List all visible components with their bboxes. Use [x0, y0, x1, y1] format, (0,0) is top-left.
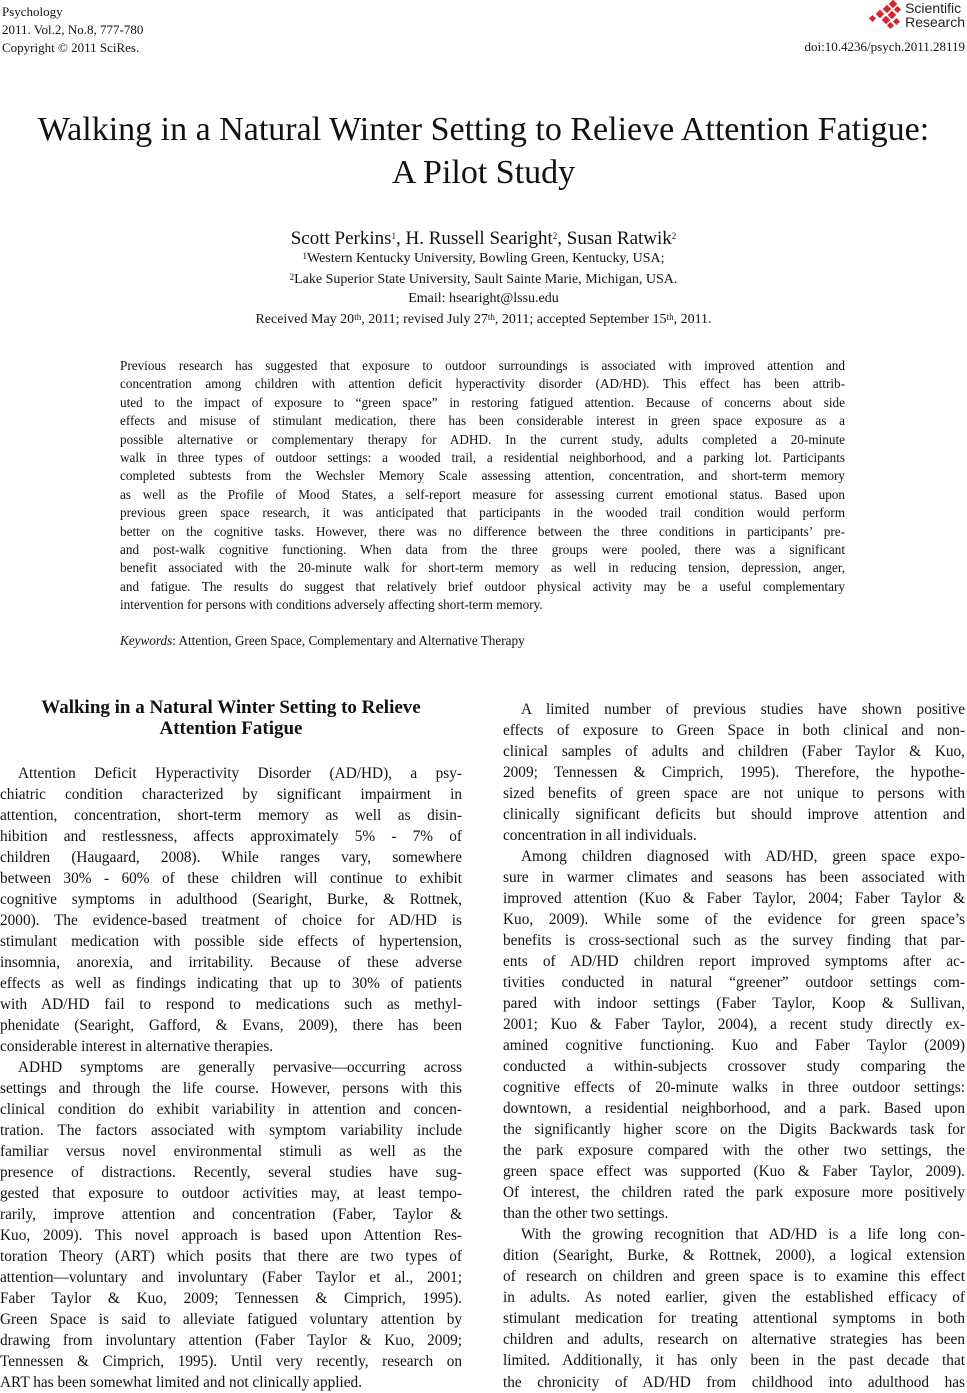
text-line: conducted a within-subjects crossover study comparing the — [503, 1058, 965, 1076]
text-line: stimulant medication with possible side effects of hypertension, — [0, 933, 462, 950]
text-line: Among children diagnosed with AD/HD, green space expo- — [521, 848, 965, 866]
text-line: of research on children and green space is to examine this effect — [503, 1268, 965, 1286]
doi[interactable]: doi:10.4236/psych.2011.28119 — [804, 39, 965, 54]
section-heading-line-1: Walking in a Natural Winter Setting to Relieve — [41, 697, 421, 718]
text-line: Of interest, the children rated the park exposure more positively — [503, 1184, 965, 1202]
affiliation-text: Western Kentucky University, Bowling Green, Kentucky, USA; — [307, 251, 665, 266]
text-line: 2009; Tennessen & Cimprich, 1995). Therefore, the hypothe- — [503, 764, 965, 782]
body-column-right — [503, 699, 965, 1393]
text-line: and fatigue. The results do suggest that relatively brief outdoor physical activity may be a useful complementary — [120, 578, 845, 594]
keywords-text: : Attention, Green Space, Complementary and Alternative Therapy — [172, 633, 525, 648]
section-heading-line-2: Attention Fatigue — [159, 718, 303, 739]
date-text: , 2011; revised July 27 — [361, 312, 488, 327]
text-line: completed subtests from the Wechsler Memory Scale assessing attention, concentration, and short-term memory — [120, 468, 845, 484]
title-line-1: Walking in a Natural Winter Setting to Relieve Attention Fatigue: — [37, 111, 930, 148]
publisher-logo — [868, 0, 965, 30]
affiliation-text: Lake Superior State University, Sault Sainte Marie, Michigan, USA. — [294, 272, 678, 287]
affiliation — [0, 270, 967, 290]
text-line: the park exposure compared with the other two settings, the — [503, 1142, 965, 1160]
abstract — [120, 357, 845, 614]
paragraph — [503, 699, 965, 846]
text-line: presence of distractions. Recently, several studies have sug- — [0, 1164, 462, 1181]
text-line: effects of exposure to Green Space in both clinical and non- — [503, 722, 965, 740]
text-line: ADHD symptoms are generally pervasive―occurring across — [18, 1059, 462, 1076]
text-line: limited. Additionally, it has only been in the past decade that — [503, 1352, 965, 1370]
text-line: A limited number of previous studies have shown positive — [521, 701, 965, 718]
text-line: the significantly higher score on the Digits Backwards task for — [503, 1121, 965, 1139]
text-line: intervention for persons with conditions adversely affecting short-term memory. — [120, 597, 543, 613]
paragraph — [120, 357, 845, 614]
text-line: stimulant medication for treating attentional symptoms in both — [503, 1310, 965, 1328]
journal-name: Psychology — [2, 4, 63, 19]
text-line: attention―voluntary and involuntary (Faber Taylor et al., 2001; — [0, 1269, 462, 1286]
text-line: pared with indoor settings (Faber Taylor, Koop & Sullivan, — [503, 995, 965, 1013]
text-line: familiar versus novel environmental stimuli as well as the — [0, 1143, 462, 1160]
text-line: children and adults, research on alternative strategies has been — [503, 1331, 965, 1349]
text-line: ART has been somewhat limited and not clinically applied. — [0, 1374, 363, 1391]
text-line: effects as well as findings indicating that up to 30% of patients — [0, 975, 462, 992]
text-line: between 30% - 60% of these children will continue to exhibit — [0, 870, 462, 887]
text-line: possible alternative or complementary therapy for ADHD. In the current study, adults completed a 20-minute — [120, 431, 845, 447]
author-name: Scott Perkins — [290, 228, 392, 249]
text-line: sized benefits of green space are not unique to persons with — [503, 785, 965, 803]
text-line: concentration in all individuals. — [503, 827, 697, 845]
text-line: children (Haugaard, 2008). While ranges vary, somewhere — [0, 849, 462, 866]
text-line: than the other two settings. — [503, 1205, 669, 1223]
text-line: benefits is cross-sectional such as the survey finding that par- — [503, 932, 965, 950]
logo-text-1: Scientific — [905, 0, 962, 16]
text-line: improved attention (Kuo & Faber Taylor, 2004; Faber Taylor & — [503, 890, 965, 908]
author-separator: , — [396, 228, 406, 249]
author-affiliation-mark: 1 — [391, 231, 397, 241]
ordinal: th — [487, 312, 495, 322]
paragraph — [503, 1224, 965, 1392]
text-line: chiatric condition characterized by significant impairment in — [0, 786, 462, 803]
text-line: ents of AD/HD children report improved symptoms after ac- — [503, 953, 965, 971]
paper-title — [0, 108, 967, 194]
text-line: uted to the impact of exposure to “green space” in restoring fatigued attention. Because of concerns about side — [120, 394, 845, 410]
keywords-label: Keywords — [120, 633, 173, 648]
paragraph — [0, 763, 462, 1057]
paragraph — [503, 846, 965, 1224]
body-column-left — [0, 763, 462, 1393]
text-line: toration Theory (ART) which posits that there are two types of — [0, 1248, 462, 1265]
paragraph — [0, 1057, 462, 1393]
copyright: Copyright © 2011 SciRes. — [2, 40, 140, 55]
text-line: Kuo, 2009). This novel approach is based upon Attention Res- — [0, 1227, 462, 1244]
date-text: , 2011; accepted September 15 — [494, 312, 667, 327]
text-line: phenidate (Searight, Gafford, & Evans, 2009), there has been — [0, 1017, 462, 1034]
text-line: better on the cognitive tasks. However, there was no difference between the three conditions in participants’ pre- — [120, 523, 845, 539]
section-heading — [0, 697, 462, 739]
text-line: insomnia, anorexia, and irritability. Because of these adverse — [0, 954, 462, 971]
text-line: gested that exposure to outdoor activities may, at least tempo- — [0, 1185, 462, 1202]
text-line: With the growing recognition that AD/HD is a life long con- — [521, 1226, 965, 1244]
text-line: with AD/HD fail to respond to medications such as methyl- — [0, 996, 462, 1013]
text-line: clinical condition do exhibit variability in attention and concen- — [0, 1101, 462, 1118]
text-line: the chronicity of AD/HD from childhood into adulthood has — [503, 1373, 965, 1391]
text-line: Tennessen & Cimprich, 1995). Until very recently, research on — [0, 1353, 462, 1370]
text-line: rarily, improve attention and concentration (Faber, Taylor & — [0, 1206, 462, 1223]
text-line: tivities conducted in natural “greener” outdoor settings com- — [503, 974, 965, 992]
title-line-2: A Pilot Study — [391, 154, 576, 191]
text-line: and post-walk cognitive functioning. When data from the three groups were pooled, there was a significant — [120, 541, 845, 557]
text-line: benefit associated with the 20-minute walk for short-term memory as well in reducing tension, depression, anger, — [120, 560, 845, 576]
keywords — [120, 633, 525, 649]
logo-text-2: Research — [905, 14, 965, 30]
ordinal: th — [666, 312, 674, 322]
text-line: amined cognitive functioning. Kuo and Faber Taylor (2009) — [503, 1037, 965, 1055]
text-line: tration. The factors associated with symptom variability include — [0, 1122, 462, 1139]
affiliation — [0, 249, 967, 269]
text-line: effects and misuse of stimulant medication, there has been considerable interest in green space exposure as a — [120, 413, 845, 429]
text-line: 2000). The evidence-based treatment of choice for AD/HD is — [0, 912, 462, 929]
affiliation-mark: 2 — [289, 272, 295, 282]
text-line: Faber Taylor & Kuo, 2009; Tennessen & Cimprich, 1995). — [0, 1290, 462, 1307]
text-line: clinical samples of adults and children (Faber Taylor & Kuo, — [503, 743, 965, 761]
text-line: walk in three types of outdoor settings: a wooded trail, a residential neighborhood, and a parking lot. Participants — [120, 449, 845, 465]
text-line: settings and through the life course. However, persons with this — [0, 1080, 462, 1097]
text-line: hibition and restlessness, affects approximately 5% - 7% of — [0, 828, 462, 845]
date-text: Received May 20 — [255, 312, 355, 327]
text-line: previous green space research, it was anticipated that participants in the wooded trail condition would perform — [120, 505, 845, 521]
author-separator: , — [557, 228, 567, 249]
email[interactable]: Email: hsearight@lssu.edu — [408, 291, 559, 306]
author-affiliation-mark: 2 — [671, 231, 677, 241]
ordinal: th — [354, 312, 362, 322]
text-line: as well as the Profile of Mood States, a self-report measure for assessing current emotional status. Based upon — [120, 486, 845, 502]
text-line: sure in warmer climates and seasons has been associated with — [503, 869, 965, 887]
text-line: attention, concentration, short-term memory as well as disin- — [0, 807, 462, 824]
text-line: cognitive effects of 20-minute walks in three outdoor settings: — [503, 1079, 965, 1097]
text-line: dition (Searight, Burke, & Rottnek, 2000), a logical extension — [503, 1247, 965, 1265]
text-line: concentration among children with attention deficit hyperactivity disorder (AD/HD). This effect has been attrib- — [120, 376, 845, 392]
text-line: considerable interest in alternative therapies. — [0, 1038, 274, 1055]
text-line: 2001; Kuo & Faber Taylor, 2004), a recent study directly ex- — [503, 1016, 965, 1034]
diamonds-logo-icon — [868, 0, 902, 30]
journal-volume: 2011. Vol.2, No.8, 777-780 — [2, 22, 144, 37]
text-line: drawing from involuntary attention (Faber Taylor & Kuo, 2009; — [0, 1332, 462, 1349]
text-line: Attention Deficit Hyperactivity Disorder (AD/HD), a psy- — [18, 765, 462, 782]
text-line: downtown, a residential neighborhood, and a park. Based upon — [503, 1100, 965, 1118]
text-line: green space effect was supported (Kuo & Faber Taylor, 2009). — [503, 1163, 965, 1181]
author-name: Susan Ratwik — [566, 228, 672, 249]
received-dates — [0, 310, 967, 330]
journal-header — [2, 3, 143, 57]
date-text: , 2011. — [673, 312, 712, 327]
affiliation-mark: 1 — [302, 251, 307, 261]
text-line: Kuo, 2009). While some of the evidence for green space’s — [503, 911, 965, 929]
text-line: Green Space is said to alleviate fatigued voluntary attention by — [0, 1311, 462, 1328]
text-line: cognitive symptoms in adulthood (Searight, Burke, & Rottnek, — [0, 891, 462, 908]
author-affiliation-mark: 2 — [552, 231, 558, 241]
text-line: Previous research has suggested that exposure to outdoor surroundings is associated with improved attention and — [120, 358, 845, 373]
text-line: clinically significant deficits but should improve attention and — [503, 806, 965, 824]
author-name: H. Russell Searight — [405, 228, 553, 249]
text-line: in adults. As noted earlier, given the established efficacy of — [503, 1289, 965, 1307]
